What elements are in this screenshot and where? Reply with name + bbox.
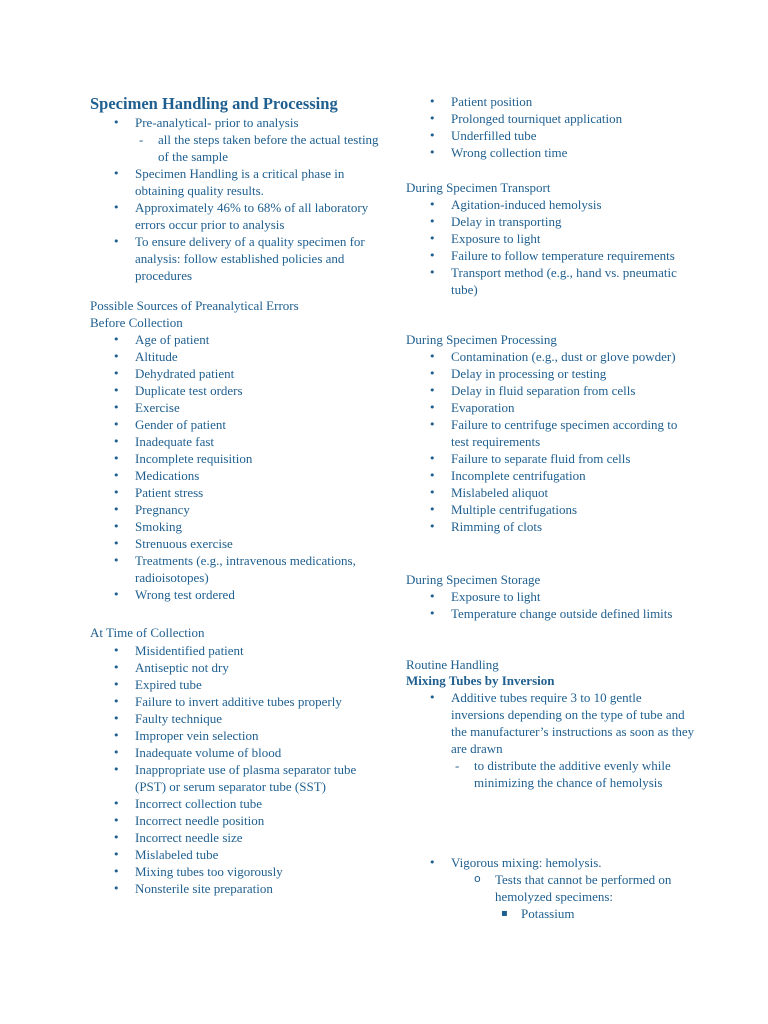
transport-heading: During Specimen Transport: [406, 180, 551, 195]
list-item: • Underfilled tube: [406, 127, 696, 144]
mixing-tubes-heading: Mixing Tubes by Inversion: [406, 673, 555, 688]
list-item: • Inappropriate use of plasma separator tube (PST) or serum separator tube (SST): [90, 761, 380, 795]
before-collection-list: [90, 331, 380, 603]
vigorous-list: [406, 854, 696, 922]
list-item: • Inadequate fast: [90, 433, 380, 450]
list-item: • Multiple centrifugations: [406, 501, 696, 518]
intro-item: • Pre-analytical- prior to analysis - all the steps taken before the actual testing of the sample: [90, 114, 380, 165]
list-item: • Faulty technique: [90, 710, 380, 727]
list-subsubitem: ▪ Potassium: [501, 905, 696, 922]
list-item: • Smoking: [90, 518, 380, 535]
list-item: • Improper vein selection: [90, 727, 380, 744]
list-item: • Transport method (e.g., hand vs. pneumatic tube): [406, 264, 696, 298]
intro-item: • To ensure delivery of a quality specimen for analysis: follow established policies and procedures: [90, 233, 380, 284]
list-item: • Exercise: [90, 399, 380, 416]
list-subitem: - to distribute the additive evenly while minimizing the chance of hemolysis: [451, 757, 696, 791]
list-item: • Treatments (e.g., intravenous medications, radioisotopes): [90, 552, 380, 586]
list-item: • Delay in fluid separation from cells: [406, 382, 696, 399]
list-item: • Antiseptic not dry: [90, 659, 380, 676]
mixing-sublist: [451, 757, 696, 791]
list-item: • Misidentified patient: [90, 642, 380, 659]
list-item: • Strenuous exercise: [90, 535, 380, 552]
list-item: • Failure to follow temperature requirements: [406, 247, 696, 264]
list-item: • Additive tubes require 3 to 10 gentle inversions depending on the type of tube and the manufacturer’s instructions as soon as they are drawn - to distribute the additive evenly while minimizing the chance of hemolysis: [406, 689, 696, 791]
list-item: • Failure to centrifuge specimen according to test requirements: [406, 416, 696, 450]
list-item: • Failure to separate fluid from cells: [406, 450, 696, 467]
intro-sublist: [135, 131, 380, 165]
time-of-collection-list: [90, 642, 380, 897]
list-item: • Delay in transporting: [406, 213, 696, 230]
vigorous-subsublist: [501, 905, 696, 922]
list-item: • Evaporation: [406, 399, 696, 416]
list-item: • Patient position: [406, 93, 696, 110]
sources-heading: Possible Sources of Preanalytical Errors: [90, 298, 299, 313]
list-item: • Altitude: [90, 348, 380, 365]
list-item: • Nonsterile site preparation: [90, 880, 380, 897]
list-item: • Wrong test ordered: [90, 586, 380, 603]
list-item: • Mixing tubes too vigorously: [90, 863, 380, 880]
intro-item: • Approximately 46% to 68% of all laboratory errors occur prior to analysis: [90, 199, 380, 233]
list-item: • Mislabeled tube: [90, 846, 380, 863]
vigorous-sublist: [471, 871, 696, 922]
processing-list: [406, 348, 696, 535]
mixing-list: [406, 689, 696, 791]
list-item: • Incomplete requisition: [90, 450, 380, 467]
list-item: • Rimming of clots: [406, 518, 696, 535]
list-item: • Medications: [90, 467, 380, 484]
list-item: • Failure to invert additive tubes properly: [90, 693, 380, 710]
list-item: • Duplicate test orders: [90, 382, 380, 399]
list-item: • Incorrect needle size: [90, 829, 380, 846]
intro-subitem: - all the steps taken before the actual testing of the sample: [135, 131, 380, 165]
list-item: • Wrong collection time: [406, 144, 696, 161]
list-item: • Exposure to light: [406, 588, 696, 605]
list-item: • Prolonged tourniquet application: [406, 110, 696, 127]
time-of-collection-list-continued: [406, 93, 696, 161]
list-item: • Pregnancy: [90, 501, 380, 518]
page-title: Specimen Handling and Processing: [90, 94, 338, 113]
transport-list: [406, 196, 696, 298]
list-item: • Patient stress: [90, 484, 380, 501]
list-item: • Incorrect needle position: [90, 812, 380, 829]
list-item: • Delay in processing or testing: [406, 365, 696, 382]
list-item: • Age of patient: [90, 331, 380, 348]
list-item: • Exposure to light: [406, 230, 696, 247]
list-item: • Contamination (e.g., dust or glove powder): [406, 348, 696, 365]
list-item: • Expired tube: [90, 676, 380, 693]
time-of-collection-heading: At Time of Collection: [90, 625, 205, 640]
before-collection-heading: Before Collection: [90, 315, 183, 330]
intro-item: • Specimen Handling is a critical phase in obtaining quality results.: [90, 165, 380, 199]
intro-list: [90, 114, 380, 284]
storage-list: [406, 588, 696, 622]
processing-heading: During Specimen Processing: [406, 332, 557, 347]
list-item: • Mislabeled aliquot: [406, 484, 696, 501]
list-item: • Incomplete centrifugation: [406, 467, 696, 484]
list-item: • Temperature change outside defined limits: [406, 605, 696, 622]
routine-handling-heading: Routine Handling: [406, 657, 499, 672]
list-subitem: o Tests that cannot be performed on hemolyzed specimens: ▪ Potassium: [471, 871, 696, 922]
list-item: • Agitation-induced hemolysis: [406, 196, 696, 213]
list-item: • Gender of patient: [90, 416, 380, 433]
list-item: • Vigorous mixing: hemolysis. o Tests that cannot be performed on hemolyzed specimens: ▪ Potassium: [406, 854, 696, 922]
list-item: • Dehydrated patient: [90, 365, 380, 382]
list-item: • Incorrect collection tube: [90, 795, 380, 812]
storage-heading: During Specimen Storage: [406, 572, 541, 587]
list-item: • Inadequate volume of blood: [90, 744, 380, 761]
